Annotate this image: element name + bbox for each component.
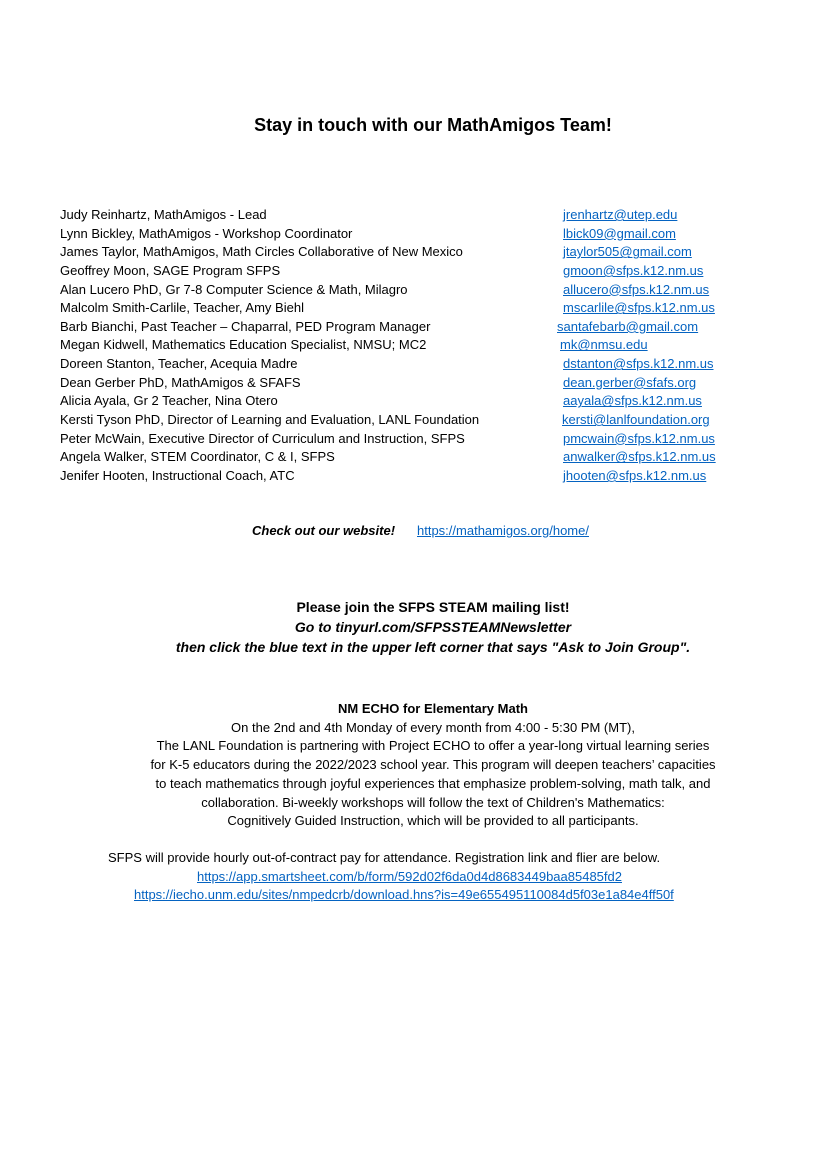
flier-link[interactable]: https://iecho.unm.edu/sites/nmpedcrb/download.hns?is=49e655495110084d5f03e1a84e4ff50f [134,887,674,903]
contact-row [60,467,780,486]
contact-row [60,448,780,467]
contact-name: Kersti Tyson PhD, Director of Learning and Evaluation, LANL Foundation [60,412,480,428]
contact-row [60,411,780,430]
contact-email-link[interactable]: santafebarb@gmail.com [557,318,699,334]
contact-email-link[interactable]: dean.gerber@sfafs.org [563,374,697,390]
contact-name: Doreen Stanton, Teacher, Acequia Madre [60,356,298,372]
contact-email-link[interactable]: jrenhartz@utep.edu [563,207,678,222]
steam-heading: Please join the SFPS STEAM mailing list! [296,599,570,615]
steam-instruction-url: Go to tinyurl.com/SFPSSTEAMNewsletter [294,619,572,635]
contact-name: Lynn Bickley, MathAmigos - Workshop Coordinator [60,225,353,241]
contact-name: Malcolm Smith-Carlile, Teacher, Amy Biehl [60,300,304,316]
contact-name: Alan Lucero PhD, Gr 7-8 Computer Science & Math, Milagro [60,281,408,297]
contact-email-link[interactable]: aayala@sfps.k12.nm.us [563,393,702,409]
contact-row [60,430,780,449]
echo-text-line: for K-5 educators during the 2022/2023 school year. This program will deepen teachers’ capacities [150,757,716,773]
echo-text-line: On the 2nd and 4th Monday of every month from 4:00 - 5:30 PM (MT), [231,719,635,735]
contact-row [60,206,780,225]
contact-email-link[interactable]: dstanton@sfps.k12.nm.us [563,356,714,372]
contact-row [60,355,780,374]
echo-text-line: Cognitively Guided Instruction, which will be provided to all participants. [227,813,639,829]
contact-name: Megan Kidwell, Mathematics Education Specialist, NMSU; MC2 [60,337,427,353]
contact-name: Jenifer Hooten, Instructional Coach, ATC [60,467,295,483]
contact-name: Dean Gerber PhD, MathAmigos & SFAFS [60,374,301,390]
contact-email-link[interactable]: gmoon@sfps.k12.nm.us [563,262,704,278]
contact-email-link[interactable]: allucero@sfps.k12.nm.us [563,281,710,297]
contact-row [60,336,780,355]
contact-row [60,225,780,244]
echo-heading: NM ECHO for Elementary Math [338,701,528,716]
contact-email-link[interactable]: jtaylor505@gmail.com [563,244,692,260]
contact-email-link[interactable]: mk@nmsu.edu [560,337,648,353]
nm-echo-section [0,700,826,831]
contact-email-link[interactable]: jhooten@sfps.k12.nm.us [563,467,707,483]
website-label: Check out our website! [252,523,396,538]
steam-instruction-join: then click the blue text in the upper left corner that says "Ask to Join Group". [175,639,691,655]
echo-text-line: to teach mathematics through joyful experiences that emphasize problem-solving, math talk, and [155,775,711,791]
website-link[interactable]: https://mathamigos.org/home/ [417,523,589,538]
contact-name: James Taylor, MathAmigos, Math Circles Collaborative of New Mexico [60,244,463,260]
contact-email-link[interactable]: anwalker@sfps.k12.nm.us [563,449,716,465]
registration-link[interactable]: https://app.smartsheet.com/b/form/592d02f6da0d4d8683449baa85485fd2 [197,868,622,884]
contact-email-link[interactable]: pmcwain@sfps.k12.nm.us [563,430,715,446]
contact-email-link[interactable]: mscarlile@sfps.k12.nm.us [563,300,715,316]
contact-row [60,318,780,337]
contact-name: Geoffrey Moon, SAGE Program SFPS [60,262,281,278]
steam-mailing-list-section [0,597,826,657]
contact-row [60,392,780,411]
contact-row [60,262,780,281]
contact-row [60,374,780,393]
contact-row [60,243,780,262]
contact-name: Barb Bianchi, Past Teacher – Chaparral, PED Program Manager [60,318,431,334]
contact-email-link[interactable]: lbick09@gmail.com [563,225,676,241]
contact-name: Angela Walker, STEM Coordinator, C & I, SFPS [60,449,335,465]
contact-row [60,299,780,318]
page-title: Stay in touch with our MathAmigos Team! [254,115,612,135]
contact-name: Alicia Ayala, Gr 2 Teacher, Nina Otero [60,393,278,409]
contact-email-link[interactable]: kersti@lanlfoundation.org [562,412,710,428]
contact-row [60,281,780,300]
contact-name: Judy Reinhartz, MathAmigos - Lead [60,207,267,222]
contact-name: Peter McWain, Executive Director of Curriculum and Instruction, SFPS [60,430,465,446]
echo-text-line: collaboration. Bi-weekly workshops will follow the text of Children's Mathematics: [201,794,665,810]
echo-text-line: The LANL Foundation is partnering with Project ECHO to offer a year-long virtual learning series [156,738,710,754]
contact-list [60,206,780,486]
pay-text: SFPS will provide hourly out-of-contract pay for attendance. Registration link and flier are below. [108,850,661,865]
